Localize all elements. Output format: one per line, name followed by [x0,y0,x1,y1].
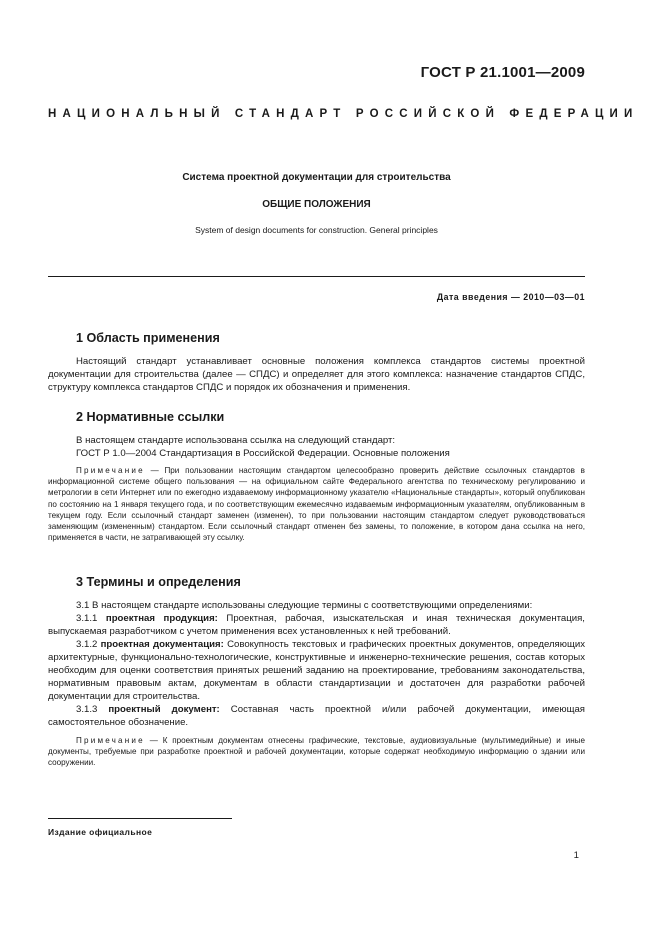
term-3-1-2 [48,638,585,703]
official-edition-label: Издание официальное [48,827,153,837]
title-divider [48,276,585,277]
term-name: проектная продукция: [105,613,218,624]
section-3 [48,575,585,769]
footer-divider [48,818,232,819]
term-3-1-3 [48,703,585,729]
english-title: System of design documents for construction. General principles [195,225,438,235]
page-number: 1 [573,850,579,861]
section-2 [48,410,585,543]
section-3-note [48,735,585,769]
note-text: — К проектным документам отнесены графические, текстовые, аудиовизуальные (мультимедийные) и иные документы, требуемые при разработке проектной и рабочей документации, которые содержат необходимую информацию о здании или сооружении. [48,736,585,768]
term-number: 3.1.3 [76,704,109,715]
term-number: 3.1.2 [76,639,101,650]
section-2-reference: ГОСТ Р 1.0—2004 Стандартизация в Российской Федерации. Основные положения [76,448,450,459]
term-definition: Проектная, рабочая, изыскательская и иная техническая документация, выпускаемая разработчиком с учетом применения всех установленных к ней требований. [48,613,585,637]
term-3-1-1 [48,612,585,638]
system-title: Система проектной документации для строительства [182,172,451,183]
gost-number: ГОСТ Р 21.1001—2009 [420,64,585,81]
section-2-heading: 2 Нормативные ссылки [76,410,225,424]
national-standard-banner: НАЦИОНАЛЬНЫЙ СТАНДАРТ РОССИЙСКОЙ ФЕДЕРАЦИИ [48,108,639,120]
section-1-paragraph: Настоящий стандарт устанавливает основные положения комплекса стандартов системы проектной документации для строительства (далее — СПДС) и определяет для этого комплекса: назначение стандартов СПДС, структуру комплекса стандартов СПДС и порядок их обозначения и применения. [48,356,585,393]
term-name: проектный документ: [108,704,220,715]
section-2-paragraph-1: В настоящем стандарте использована ссылка на следующий стандарт: [76,435,396,446]
note-text: — При пользовании настоящим стандартом целесообразно проверить действие ссылочных стандартов в информационной системе общего пользования — на официальном сайте Федерального агентства по техническому регулированию и метрологии в сети Интернет или по ежегодно издаваемому информационному указателю «Национальные стандарты», который опубликован по состоянию на 1 января текущего года, и по соответствующим ежемесячно издаваемым информационным указателям, опубликованным в текущем году. Если ссылочный стандарт заменен (изменен), то при пользовании настоящим стандартом следует руководствоваться заменяющим (измененным) стандартом. Если ссылочный стандарт отменен без замены, то положение, в котором дана ссылка на него, применяется в части, не затрагивающей эту ссылку. [48,466,585,543]
note-label: Примечание [76,466,145,475]
section-2-note [48,465,585,543]
term-number: 3.1.1 [76,613,106,624]
section-3-paragraph-1: 3.1 В настоящем стандарте использованы следующие термины с соответствующими определениями: [76,600,533,611]
document-title: ОБЩИЕ ПОЛОЖЕНИЯ [262,199,371,210]
term-name: проектная документация: [100,639,224,650]
section-1-heading: 1 Область применения [76,331,220,345]
introduction-date: Дата введения — 2010—03—01 [436,292,585,302]
note-label: Примечание [76,736,145,745]
section-1 [48,331,585,394]
term-definition: Составная часть проектной и/или рабочей документации, имеющая самостоятельное обозначение. [48,704,586,728]
term-definition: Совокупность текстовых и графических проектных документов, определяющих архитектурные, функционально-технологические, конструктивные и инженерно-технические решения, состав которых необходим для оценки соответствия принятых решений заданию на проектирование, требованиям законодательства, нормативным правовым актам, документам в области стандартизации и достаточен для разработки рабочей документации для строительства. [48,639,585,702]
section-3-heading: 3 Термины и определения [76,575,241,589]
